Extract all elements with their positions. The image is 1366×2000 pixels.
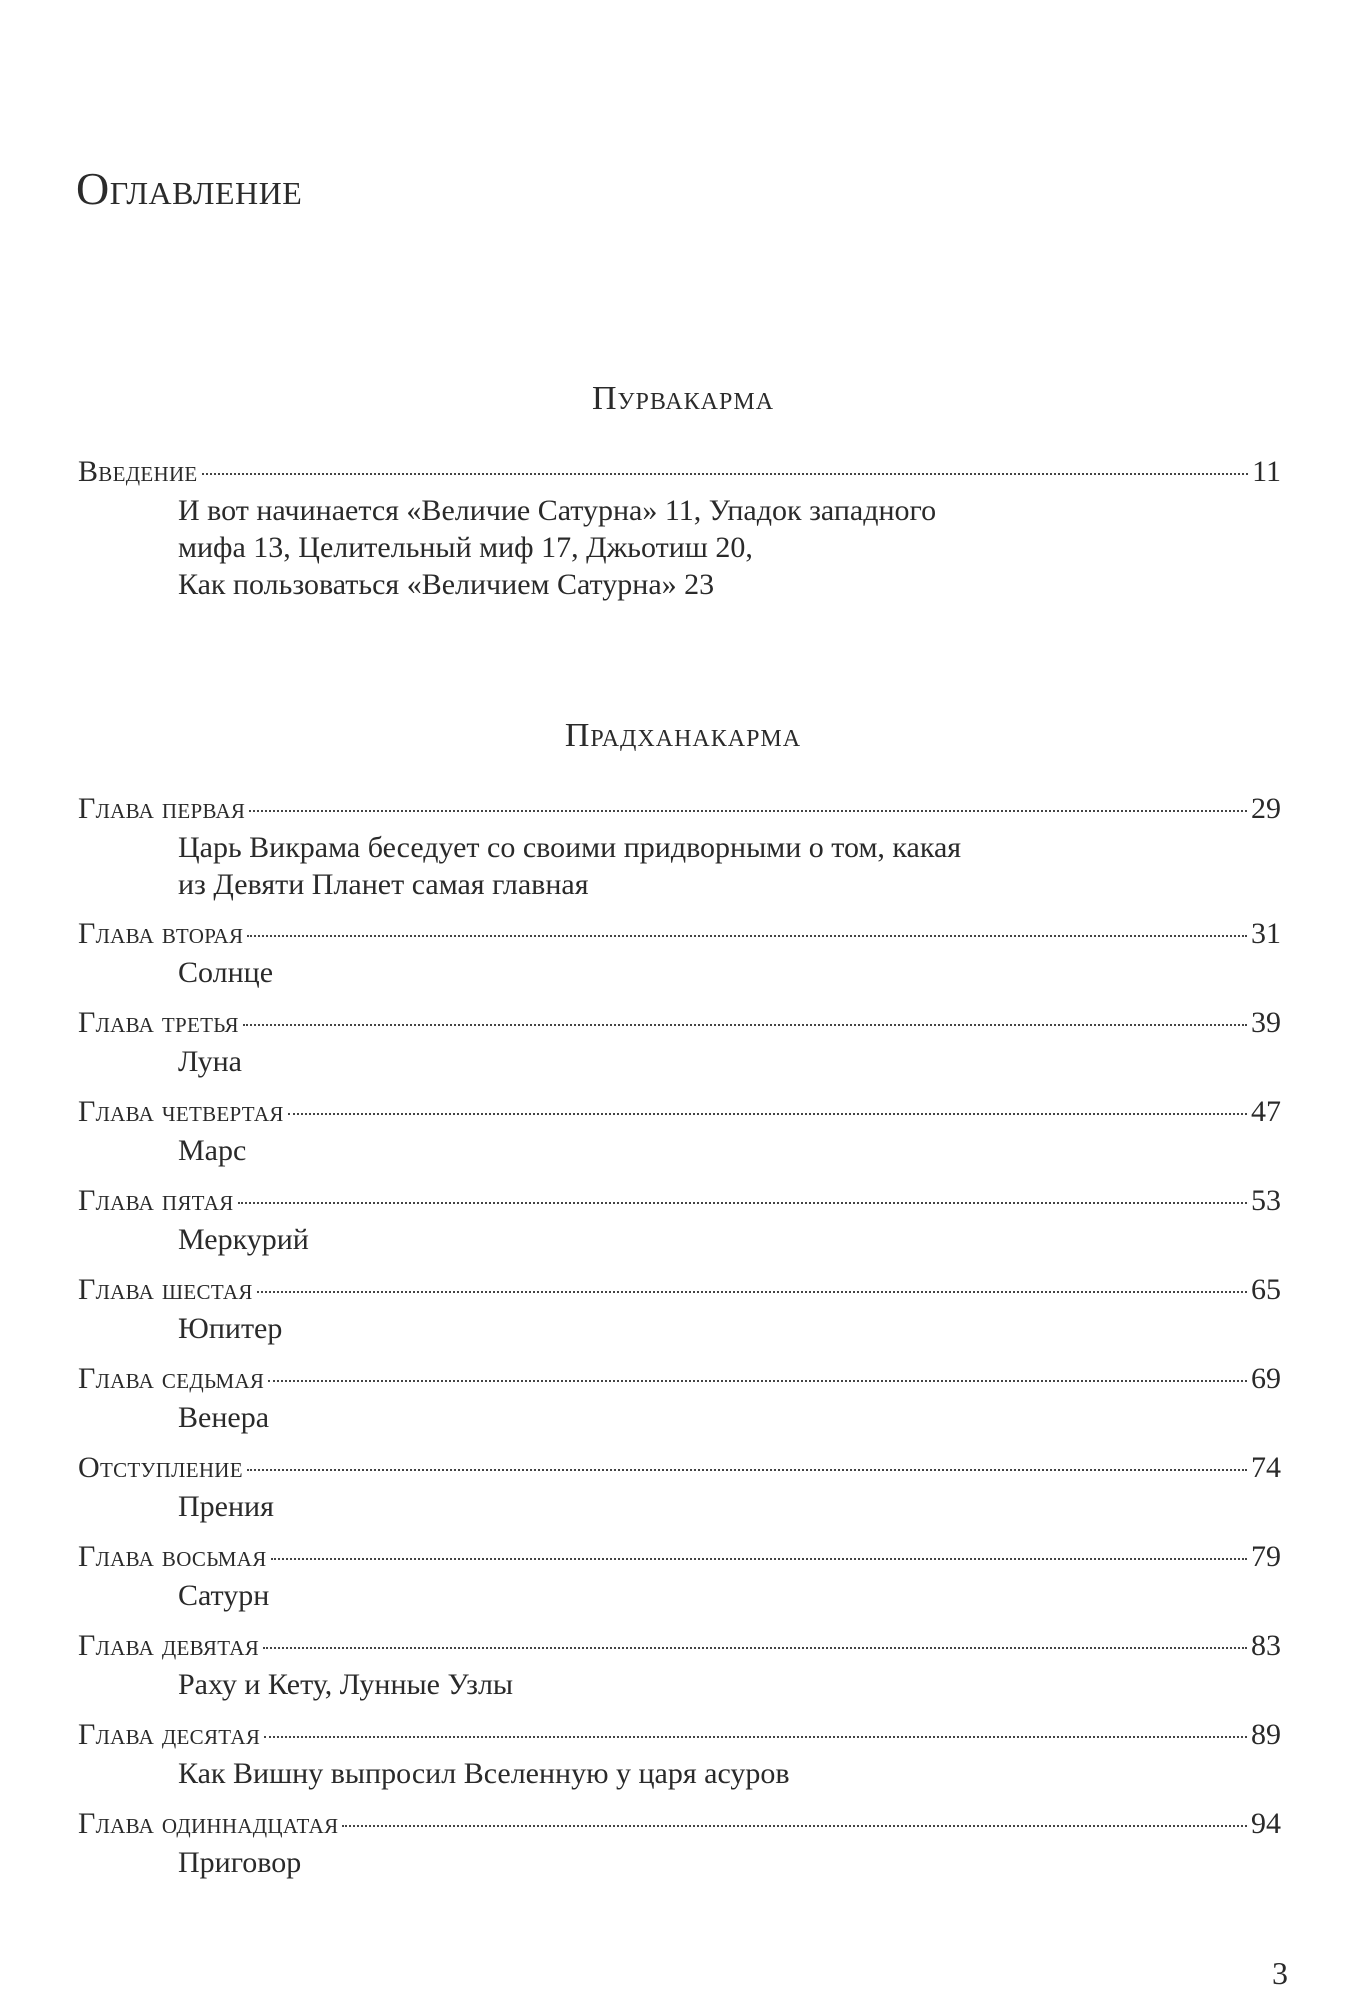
entry-page-number: 69 [1251,1362,1281,1395]
page-title: Оглавление [76,163,303,214]
section-heading-pradhanakarma: Прадханакарма [564,717,802,754]
entry-description-line: Солнце [178,956,274,989]
entry-page-number: 79 [1251,1540,1281,1573]
entry-label: Глава четвертая [78,1095,284,1128]
dot-leader [271,1557,1248,1560]
entry-label: Отступление [78,1451,243,1484]
entry-label: Глава шестая [78,1273,253,1306]
entry-description-line: Как пользоваться «Величием Сатурна» 23 [178,568,715,601]
entry-description-line: Как Вишну выпросил Вселенную у царя асуров [178,1757,790,1790]
entry-description-line: Прения [178,1490,274,1523]
toc-entry-chapter-4[interactable] [78,1092,1281,1169]
entry-page-number: 53 [1251,1184,1281,1217]
toc-entry-chapter-1[interactable] [78,789,1281,903]
entry-description-line: Юпитер [178,1312,283,1345]
entry-description-line: Приговор [178,1846,302,1879]
entry-label: Глава девятая [78,1629,260,1662]
dot-leader [257,1290,1247,1293]
dot-leader [263,1646,1247,1649]
entry-page-number: 74 [1251,1451,1281,1484]
entry-label: Глава одиннадцатая [78,1807,339,1840]
entry-description-line: Царь Викрама беседует со своими придворными о том, какая [178,831,962,864]
dot-leader [288,1112,1247,1115]
toc-entry-chapter-6[interactable] [78,1270,1281,1347]
dot-leader [247,1468,1247,1471]
entry-description-line: Меркурий [178,1223,309,1256]
entry-label: Глава восьмая [78,1540,267,1573]
entry-label: Глава пятая [78,1184,234,1217]
toc-entry-chapter-11[interactable] [78,1804,1281,1881]
entry-page-number: 47 [1251,1095,1281,1128]
toc-entry-chapter-10[interactable] [78,1715,1281,1792]
entry-page-number: 11 [1252,455,1281,488]
entry-page-number: 94 [1251,1807,1281,1840]
entry-label: Глава первая [78,792,246,825]
entry-description-line: Сатурн [178,1579,270,1612]
dot-leader [238,1201,1247,1204]
page-number: 3 [1272,1955,1288,1991]
toc-entry-chapter-3[interactable] [78,1003,1281,1080]
entry-page-number: 89 [1251,1718,1281,1751]
dot-leader [268,1379,1247,1382]
dot-leader [342,1824,1247,1827]
toc-entry-chapter-9[interactable] [78,1626,1281,1703]
entry-description-line: мифа 13, Целительный миф 17, Джьотиш 20, [178,531,753,564]
toc-entry-digression[interactable] [78,1448,1281,1525]
entry-label: Введение [78,455,198,488]
dot-leader [202,472,1249,475]
toc-entry-chapter-2[interactable] [78,914,1281,991]
toc-entry-chapter-5[interactable] [78,1181,1281,1258]
entry-page-number: 65 [1251,1273,1281,1306]
dot-leader [249,809,1247,812]
toc-entry-chapter-7[interactable] [78,1359,1281,1436]
entry-description-line: Луна [178,1045,242,1078]
entry-page-number: 83 [1251,1629,1281,1662]
toc-entry-chapter-8[interactable] [78,1537,1281,1614]
entry-description-line: из Девяти Планет самая главная [178,868,589,901]
dot-leader [247,934,1247,937]
entry-description-line: И вот начинается «Величие Сатурна» 11, Упадок западного [178,494,937,527]
dot-leader [243,1023,1247,1026]
toc-entry-introduction[interactable] [78,452,1281,603]
entry-description-line: Марс [178,1134,247,1167]
dot-leader [264,1735,1247,1738]
section-heading-purvakarma: Пурвакарма [591,380,775,417]
entry-page-number: 39 [1251,1006,1281,1039]
entry-page-number: 31 [1251,917,1281,950]
entry-label: Глава десятая [78,1718,261,1751]
entry-label: Глава седьмая [78,1362,265,1395]
entry-description-line: Раху и Кету, Лунные Узлы [178,1668,514,1701]
entry-label: Глава вторая [78,917,244,950]
entry-label: Глава третья [78,1006,239,1039]
entry-page-number: 29 [1251,792,1281,825]
entry-description-line: Венера [178,1401,270,1434]
